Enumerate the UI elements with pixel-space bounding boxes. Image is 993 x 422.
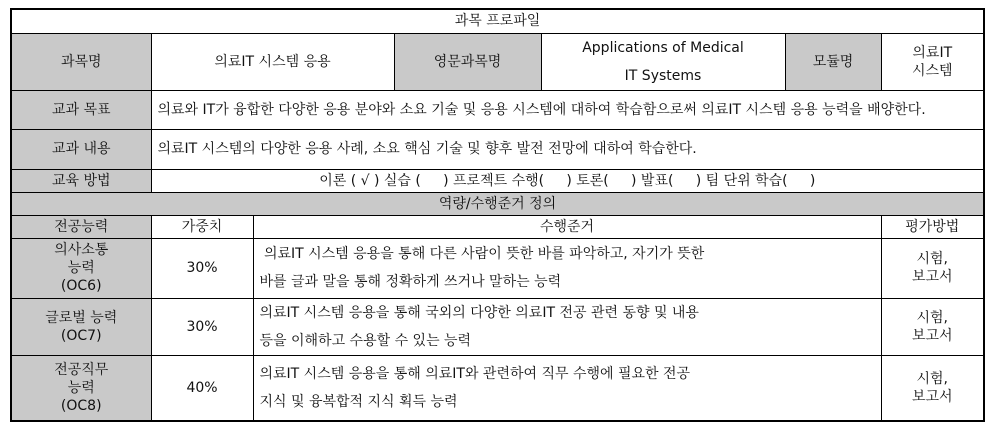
criteria xyxy=(253,355,881,421)
ability-name-cont: 능력 xyxy=(67,260,95,276)
criteria-line2: 바를 글과 말을 통해 정확하게 쓰거나 말하는 능력 xyxy=(259,274,562,290)
criteria-line1: 의료IT 시스템 응용을 통해 다른 사람이 뜻한 바를 파악하고, 자기가 뜻한 xyxy=(259,246,705,262)
evaluation xyxy=(881,298,984,355)
criteria-line2: 지식 및 융복합적 지식 획득 능력 xyxy=(259,393,458,410)
ability-name-cont: 능력 xyxy=(67,379,95,396)
header-criteria: 수행준거 xyxy=(253,215,881,238)
table-row xyxy=(11,298,984,355)
header-ability: 전공능력 xyxy=(11,215,151,238)
ability-name: 의사소통 xyxy=(54,242,109,258)
ability-code: (OC8) xyxy=(60,397,102,414)
table-row xyxy=(11,355,984,421)
weight: 30% xyxy=(151,298,253,355)
content-text: 의료IT 시스템의 다양한 응용 사례, 소요 핵심 기술 및 향후 발전 전망에 대하여 학습한다. xyxy=(151,129,984,169)
evaluation-line1: 시험, xyxy=(916,251,948,267)
module-label: 모듈명 xyxy=(785,33,881,90)
evaluation-line2: 보고서 xyxy=(911,388,953,405)
ability-name: 글로벌 능력 xyxy=(45,309,118,326)
table-title: 과목 프로파일 xyxy=(11,9,984,33)
evaluation xyxy=(881,238,984,298)
criteria-line1: 의료IT 시스템 응용을 통해 의료IT와 관련하여 직무 수행에 필요한 전공 xyxy=(259,365,691,382)
header-evaluation: 평가방법 xyxy=(881,215,984,238)
content-label: 교과 내용 xyxy=(11,129,151,169)
competency-section-title: 역량/수행준거 정의 xyxy=(11,192,984,215)
evaluation-line2: 보고서 xyxy=(911,327,953,344)
goal-label: 교과 목표 xyxy=(11,90,151,129)
english-name-line1: Applications of Medical xyxy=(582,39,744,56)
evaluation-line1: 시험, xyxy=(916,309,948,326)
evaluation-line2: 보고서 xyxy=(911,269,953,285)
weight: 40% xyxy=(151,355,253,421)
method-text: 이론 ( √ ) 실습 ( ) 프로젝트 수행( ) 토론( ) 발표( ) 팀 단위 학습( ) xyxy=(151,169,984,192)
weight: 30% xyxy=(151,238,253,298)
module-name-line1: 의료IT xyxy=(912,44,953,61)
course-name-label: 과목명 xyxy=(11,33,151,90)
header-weight: 가중치 xyxy=(151,215,253,238)
module-name-line2: 시스템 xyxy=(911,62,953,79)
criteria xyxy=(253,238,881,298)
english-name-label: 영문과목명 xyxy=(394,33,541,90)
criteria xyxy=(253,298,881,355)
criteria-line1: 의료IT 시스템 응용을 통해 국외의 다양한 의료IT 전공 관련 동향 및 내용 xyxy=(259,304,699,321)
evaluation xyxy=(881,355,984,421)
course-name: 의료IT 시스템 응용 xyxy=(151,33,394,90)
ability-cell xyxy=(11,238,151,298)
evaluation-line1: 시험, xyxy=(916,370,948,387)
ability-cell xyxy=(11,298,151,355)
goal-text: 의료와 IT가 융합한 다양한 응용 분야와 소요 기술 및 응용 시스템에 대하여 학습함으로써 의료IT 시스템 응용 능력을 배양한다. xyxy=(151,90,984,129)
module-name xyxy=(881,33,984,90)
ability-cell xyxy=(11,355,151,421)
table-row xyxy=(11,238,984,298)
method-label: 교육 방법 xyxy=(11,169,151,192)
criteria-line2: 등을 이해하고 수용할 수 있는 능력 xyxy=(259,332,472,349)
course-profile-table xyxy=(10,8,985,422)
ability-code: (OC6) xyxy=(60,278,102,294)
ability-code: (OC7) xyxy=(60,327,102,344)
english-name xyxy=(541,33,785,90)
english-name-line2: IT Systems xyxy=(624,67,702,84)
ability-name: 전공직무 xyxy=(54,361,109,378)
